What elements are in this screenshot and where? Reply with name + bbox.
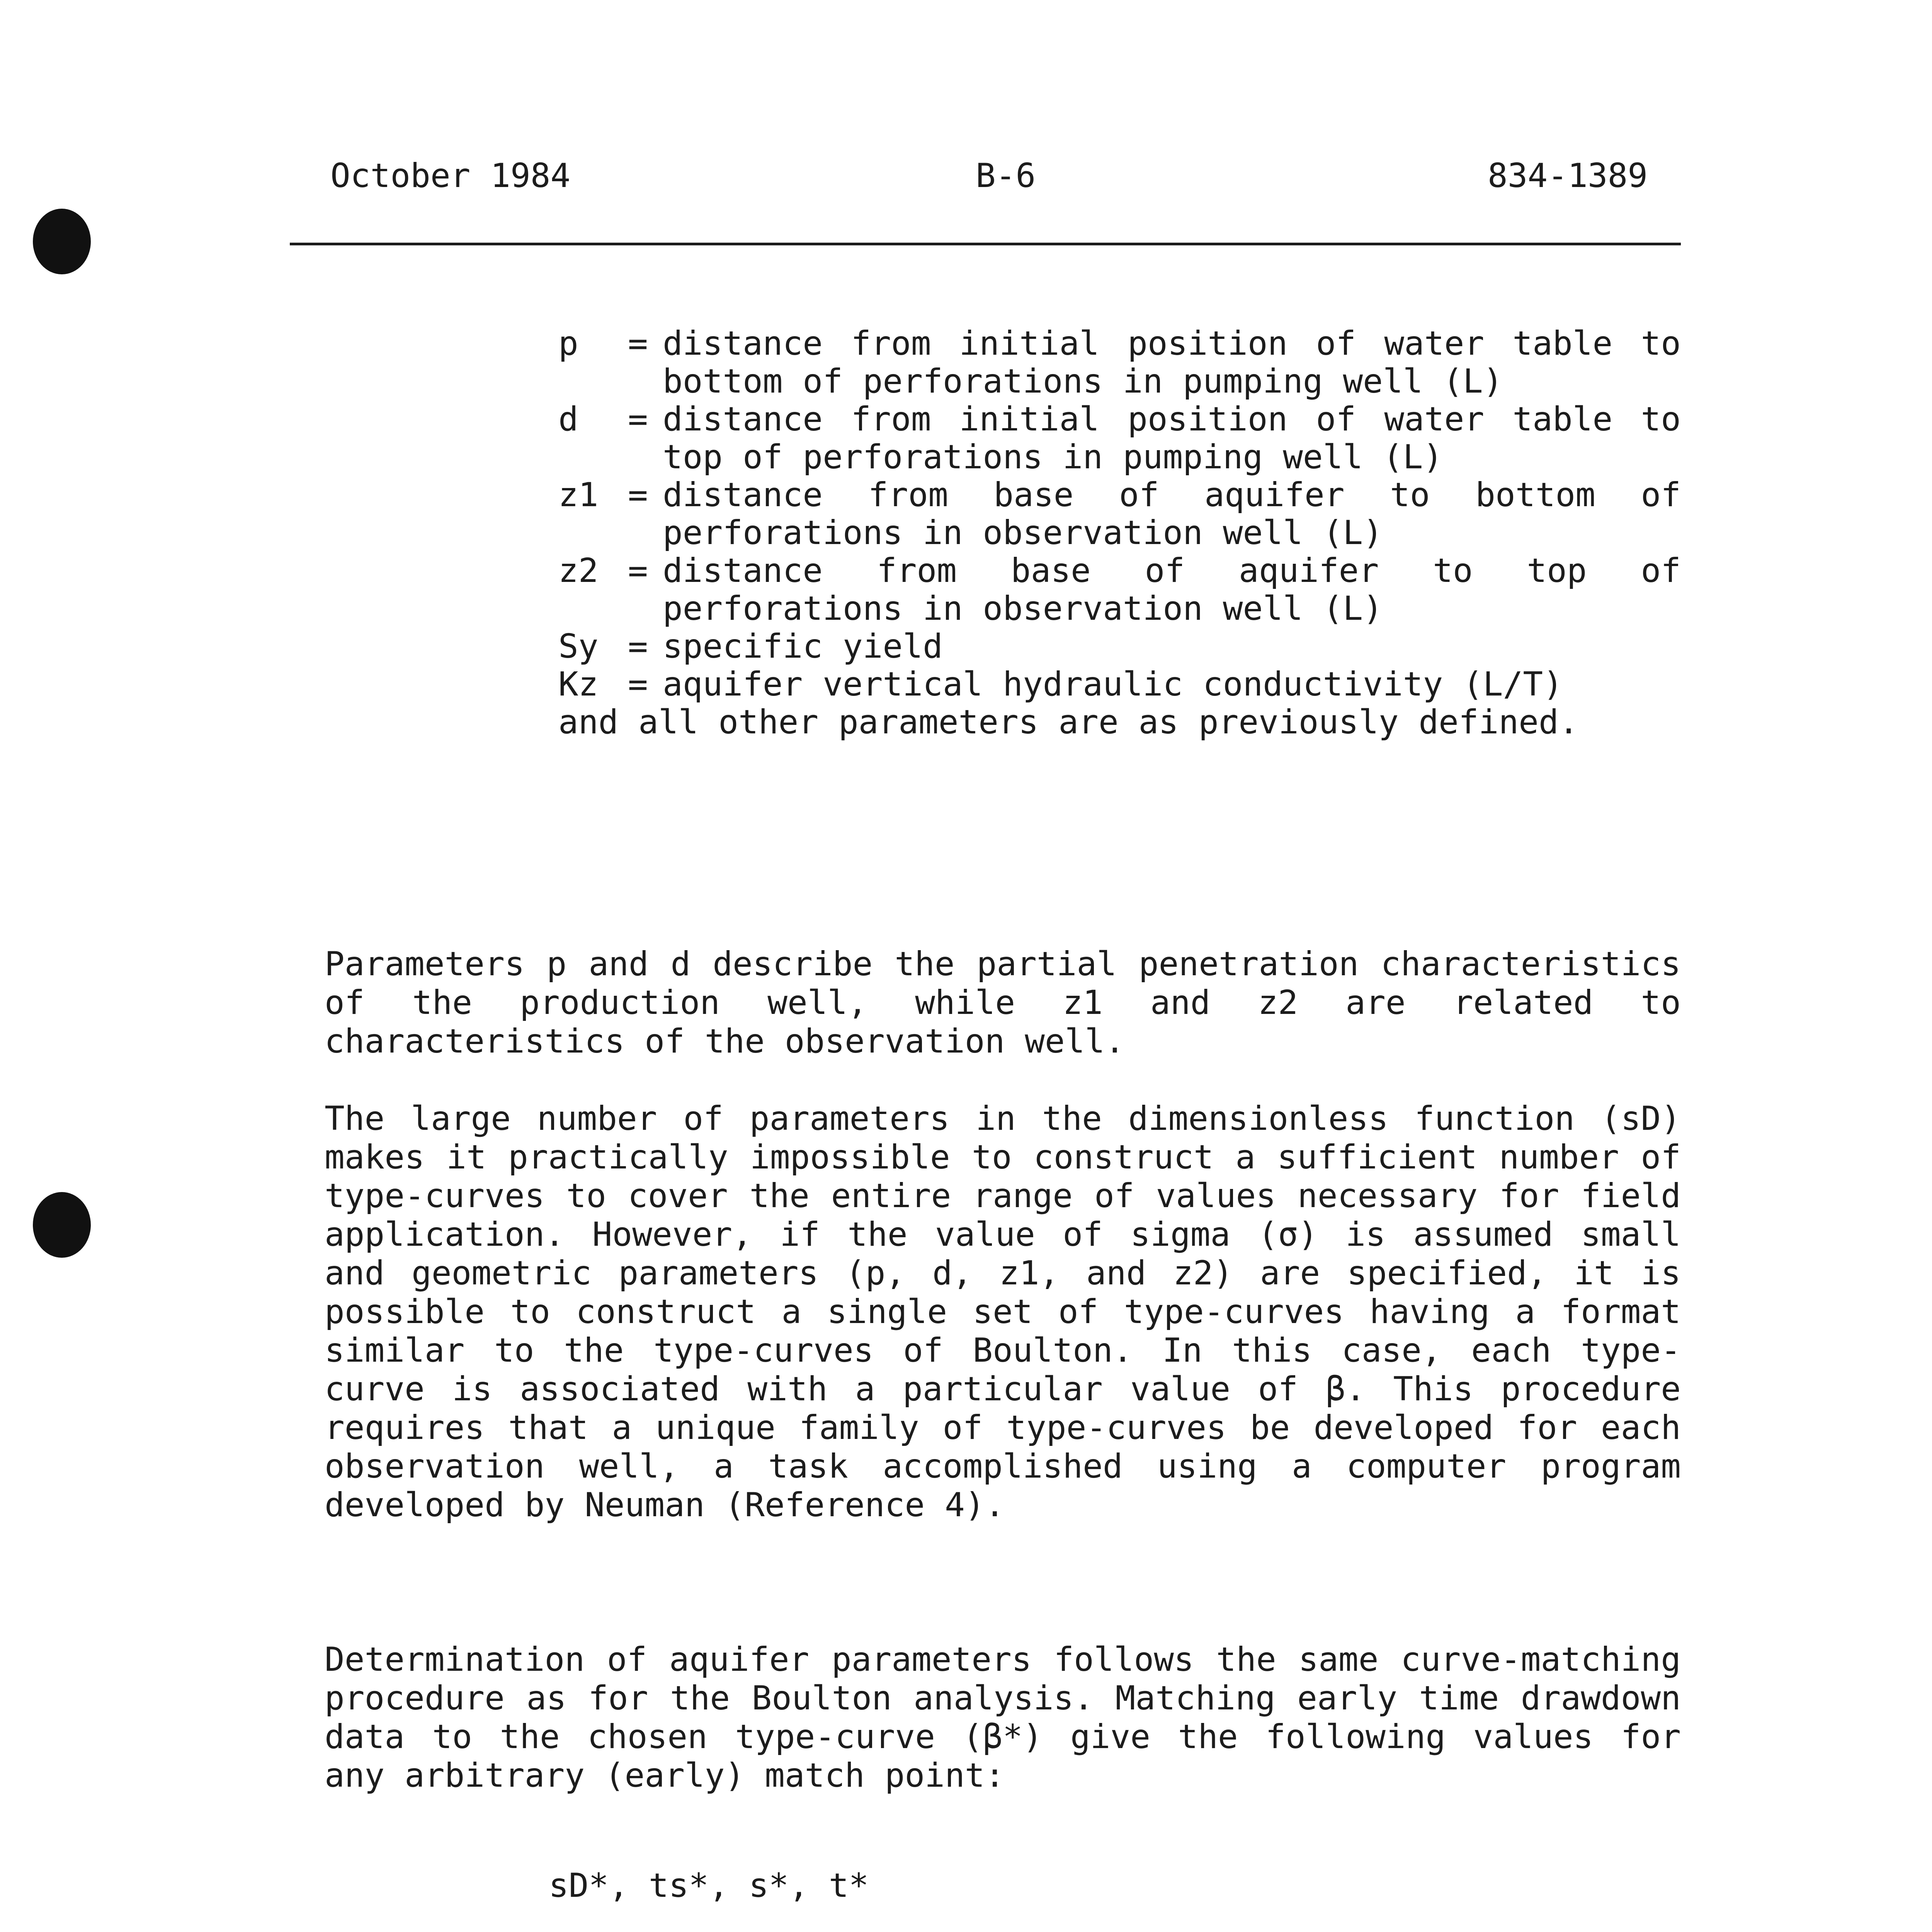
definition-p [558,325,1681,400]
definition-symbol: p [558,324,578,363]
binder-hole-top [33,209,91,274]
header-rule [290,243,1681,245]
definition-kz [558,665,1681,703]
equals-sign: = [628,627,648,666]
equals-sign: = [628,324,648,363]
definitions-list [558,325,1681,741]
definition-z2 [558,552,1681,628]
definition-z1 [558,476,1681,552]
definition-symbol: z1 [558,476,599,514]
definition-text: specific yield [663,627,943,666]
definition-symbol: d [558,400,578,439]
definition-text: distance from base of aquifer to bottom of perforations in observation well (L) [663,476,1681,552]
definitions-closing: and all other parameters are as previously defined. [558,703,1579,742]
paragraph-partial-penetration: Parameters p and d describe the partial penetration characteristics of the production well, while z1 and z2 are related to characteristics of the observation well. [325,945,1681,1061]
equals-sign: = [628,551,648,590]
paragraph-type-curves: The large number of parameters in the dimensionless function (sD) makes it practically impossible to construct a sufficient number of type-curves to cover the entire range of values necessary for field application. However, if the value of sigma (σ) is assumed small and geometric parameters (p, d, z1, and z2) are specified, it is possible to construct a single set of type-curves having a format similar to the type-curves of Boulton. In this case, each type-curve is associated with a particular value of β. This procedure requires that a unique family of type-curves be developed for each observation well, a task accomplished using a computer program developed by Neuman (Reference 4). [325,1099,1681,1524]
header-doc-number: 834-1389 [1488,156,1648,195]
binder-hole-middle [33,1192,91,1258]
definition-symbol: Kz [558,665,599,704]
definition-symbol: z2 [558,551,599,590]
definition-text: distance from initial position of water table to top of perforations in pumping well (L) [663,400,1681,476]
definition-text: aquifer vertical hydraulic conductivity (L/T) [663,665,1563,704]
equals-sign: = [628,400,648,439]
definition-text: distance from base of aquifer to top of perforations in observation well (L) [663,551,1681,628]
formula-early-match-point: sD*, ts*, s*, t* [549,1866,869,1905]
header-page-number: B-6 [976,156,1036,195]
header-date: October 1984 [330,156,571,195]
paragraph-early-match: Determination of aquifer parameters follows the same curve-matching procedure as for the Boulton analysis. Matching early time drawdown data to the chosen type-curve (β*) give the following values for any arbitrary (early) match point: [325,1640,1681,1795]
definition-sy [558,628,1681,665]
definition-symbol: Sy [558,627,599,666]
definition-d [558,400,1681,476]
definition-text: distance from initial position of water table to bottom of perforations in pumping well (L) [663,324,1681,401]
equals-sign: = [628,665,648,704]
equals-sign: = [628,476,648,514]
